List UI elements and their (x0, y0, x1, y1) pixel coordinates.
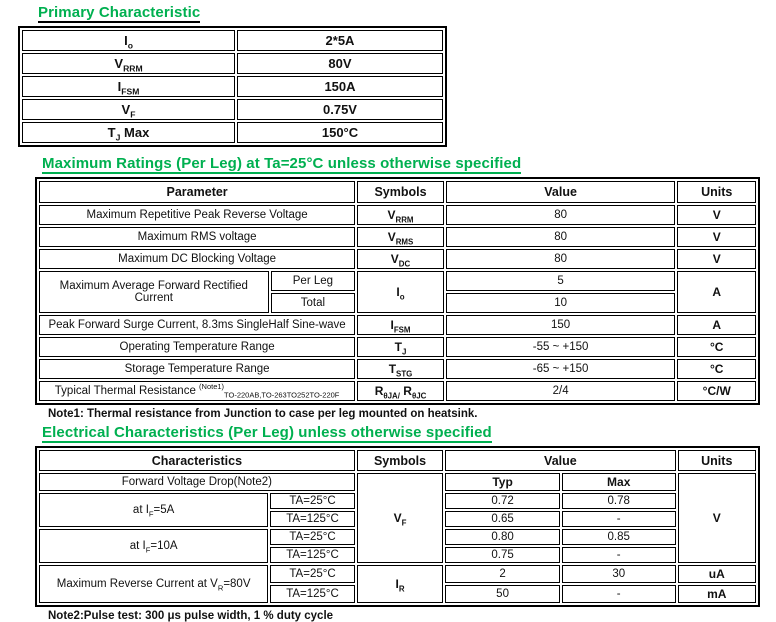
table-header-row (39, 181, 756, 203)
units-cell: mA (678, 585, 756, 603)
value-cell: 80 (446, 205, 676, 225)
symbol-cell: $V_{RRM}$ (22, 53, 235, 74)
characteristic-cell: Maximum Reverse Current at $V_R=80V$ (39, 565, 268, 603)
maximum-ratings-table (35, 177, 760, 405)
symbol-cell: $I_{FSM}$ (22, 76, 235, 97)
value-cell: 80 (446, 227, 676, 247)
table-row (39, 271, 756, 291)
table-row (22, 76, 443, 97)
units-cell: °C/W (677, 381, 756, 401)
value-cell: 80 (446, 249, 676, 269)
symbol-cell: $I_{FSM}$ (357, 315, 444, 335)
characteristic-cell: Forward Voltage Drop(Note2) (39, 473, 355, 491)
units-cell: A (677, 315, 756, 335)
symbol-cell: $T_J$ Max (22, 122, 235, 143)
condition-cell: TA=125°C (270, 511, 354, 527)
characteristic-cell: at $I_F=5A$ (39, 493, 268, 527)
maximum-ratings-title: Maximum Ratings (Per Leg) at Ta=25°C unless otherwise specified (42, 155, 522, 172)
symbol-cell: $V_{RMS}$ (357, 227, 444, 247)
value-cell: 10 (446, 293, 676, 313)
typ-value-cell: 0.75 (445, 547, 560, 563)
value-header: Value (446, 181, 676, 203)
table-row (39, 359, 756, 379)
units-cell: °C (677, 359, 756, 379)
units-cell: V (677, 227, 756, 247)
value-cell: 2/4 (446, 381, 676, 401)
max-value-cell: 0.78 (562, 493, 676, 509)
table-row (22, 99, 443, 120)
typ-value-cell: 50 (445, 585, 560, 603)
parameter-cell: Maximum Repetitive Peak Reverse Voltage (39, 205, 355, 225)
condition-cell: TA=125°C (270, 547, 354, 563)
primary-characteristic-title: Primary Characteristic (38, 4, 201, 21)
parameter-header: Parameter (39, 181, 355, 203)
table-row (39, 473, 756, 491)
condition-cell: TA=25°C (270, 565, 354, 583)
electrical-characteristics-section-header (42, 425, 776, 443)
maximum-ratings-section-header (42, 156, 776, 174)
table-row (39, 227, 756, 247)
electrical-characteristics-title: Electrical Characteristics (Per Leg) unless otherwise specified (42, 424, 492, 441)
table-row (39, 565, 756, 583)
max-value-cell: 30 (562, 565, 676, 583)
symbol-cell: $T_{STG}$ (357, 359, 444, 379)
max-value-cell: 0.85 (562, 529, 676, 545)
symbol-cell: $R_{\theta JA/}$ $R_{\theta JC}$ (357, 381, 444, 401)
table-row (39, 315, 756, 335)
table-row (39, 337, 756, 357)
typ-subheader: Typ (445, 473, 560, 491)
typ-value-cell: 0.72 (445, 493, 560, 509)
table-row (22, 122, 443, 143)
value-cell: 150A (237, 76, 443, 97)
units-cell: uA (678, 565, 756, 583)
value-header: Value (445, 450, 675, 471)
symbol-cell: $I_o$ (357, 271, 444, 313)
value-cell: 2*5A (237, 30, 443, 51)
symbol-cell: $V_F$ (22, 99, 235, 120)
note2-text: Note2:Pulse test: 300 μs pulse width, 1 % duty cycle (48, 610, 334, 622)
units-header: Units (678, 450, 756, 471)
condition-cell: TA=25°C (270, 493, 354, 509)
parameter-cell: Peak Forward Surge Current, 8.3ms SingleHalf Sine-wave (39, 315, 355, 335)
table-row (22, 53, 443, 74)
primary-characteristic-section-header (38, 5, 776, 23)
symbol-cell: $V_{DC}$ (357, 249, 444, 269)
primary-characteristic-table (18, 26, 447, 147)
value-cell: -65 ~ +150 (446, 359, 676, 379)
value-cell: 5 (446, 271, 676, 291)
table-row (22, 30, 443, 51)
parameter-cell: Storage Temperature Range (39, 359, 355, 379)
symbol-cell: $I_o$ (22, 30, 235, 51)
parameter-cell: Typical Thermal Resistance $^{(Note1)}_{TO-220AB,TO-263TO252TO-220F}$ (39, 381, 355, 401)
value-cell: 150°C (237, 122, 443, 143)
electrical-characteristics-table (35, 446, 760, 607)
max-value-cell: - (562, 511, 676, 527)
condition-cell: TA=25°C (270, 529, 354, 545)
symbol-cell: $V_F$ (357, 473, 443, 563)
value-cell: 80V (237, 53, 443, 74)
table-row (39, 205, 756, 225)
value-cell: -55 ~ +150 (446, 337, 676, 357)
symbol-cell: $V_{RRM}$ (357, 205, 444, 225)
note1-text: Note1: Thermal resistance from Junction to case per leg mounted on heatsink. (48, 408, 478, 420)
value-cell: 150 (446, 315, 676, 335)
max-value-cell: - (562, 585, 676, 603)
units-cell: A (677, 271, 756, 313)
condition-cell: Per Leg (271, 271, 356, 291)
typ-value-cell: 2 (445, 565, 560, 583)
characteristic-cell: at $I_F=10A$ (39, 529, 268, 563)
typ-value-cell: 0.65 (445, 511, 560, 527)
parameter-cell: Maximum DC Blocking Voltage (39, 249, 355, 269)
units-cell: °C (677, 337, 756, 357)
max-subheader: Max (562, 473, 676, 491)
units-header: Units (677, 181, 756, 203)
units-cell: V (677, 205, 756, 225)
parameter-cell: Maximum RMS voltage (39, 227, 355, 247)
datasheet-page (0, 4, 776, 622)
units-cell: V (678, 473, 756, 563)
condition-cell: TA=125°C (270, 585, 354, 603)
symbol-cell: $T_J$ (357, 337, 444, 357)
parameter-cell: Operating Temperature Range (39, 337, 355, 357)
symbols-header: Symbols (357, 181, 444, 203)
symbols-header: Symbols (357, 450, 443, 471)
table-row (39, 249, 756, 269)
condition-cell: Total (271, 293, 356, 313)
value-cell: 0.75V (237, 99, 443, 120)
symbol-cell: $I_R$ (357, 565, 443, 603)
parameter-cell: Maximum Average Forward Rectified Current (39, 271, 269, 313)
typ-value-cell: 0.80 (445, 529, 560, 545)
table-row (39, 381, 756, 401)
max-value-cell: - (562, 547, 676, 563)
characteristics-header: Characteristics (39, 450, 355, 471)
table-header-row (39, 450, 756, 471)
units-cell: V (677, 249, 756, 269)
